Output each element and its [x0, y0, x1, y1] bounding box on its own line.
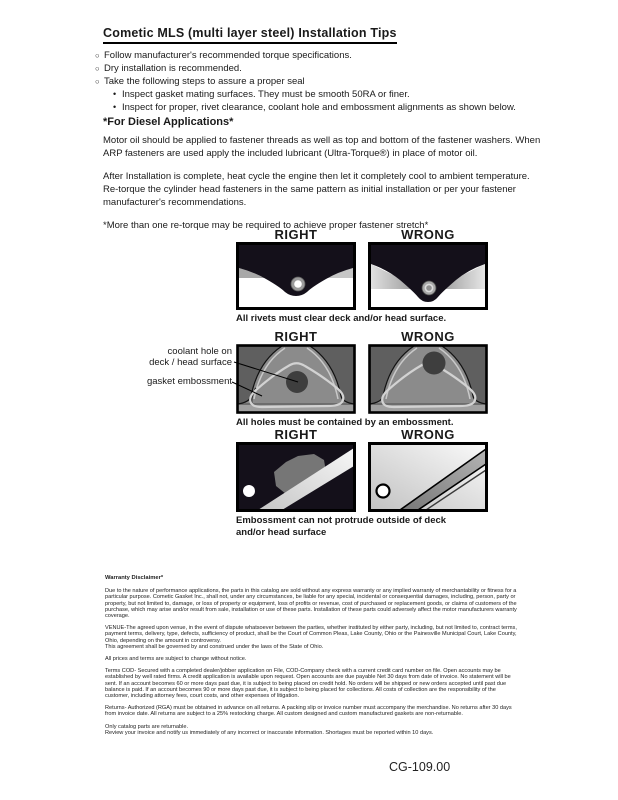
warranty-disclaimer-section	[105, 575, 517, 742]
page-code: CG-109.00	[389, 760, 451, 774]
bolt-hole-icon	[243, 485, 255, 497]
warranty-heading: Warranty Disclaimer*	[105, 575, 164, 581]
diesel-applications-section	[103, 116, 545, 242]
warranty-paragraph: Terms COD- Secured with a completed dealer/jobber application on File, COD-Company check with a current credit card number on file. Open accounts may be established by well rated firms. A credit application is available upon request. Open accounts are due payable Net 30 days from date of invoice. No statement will be sent. If an account becomes 60 or more days past due, it is subject to being placed on credit hold. No orders will be shipped or new orders accepted until past due balance is paid. If an account becomes 90 or more days past due, it is subject to being placed for collections. All costs of collection are the responsibility of the customer, including attorney fees, court costs, and other expenses of litigation.	[105, 668, 511, 700]
diesel-paragraph: *More than one re-torque may be required to achieve proper fastener stretch*	[103, 220, 429, 231]
diagram-caption: All rivets must clear deck and/or head surface.	[236, 313, 447, 324]
bullet-text: Dry installation is recommended.	[104, 63, 242, 74]
protrusion-right-diagram	[236, 442, 356, 512]
diagram-row-rivets	[236, 228, 488, 325]
sub-bullet-text: Inspect for proper, rivet clearance, coolant hole and embossment alignments as shown below.	[122, 102, 516, 113]
bolt-hole-icon	[377, 485, 390, 498]
bullet-item	[95, 62, 543, 75]
diesel-paragraph: Motor oil should be applied to fastener threads as well as top and bottom of the fastener washers. When ARP fasteners are used apply the included lubricant (Ultra-Torque®) in place of motor oil.	[103, 135, 541, 159]
rivet-clearance-right-diagram	[236, 242, 356, 310]
wrong-label: WRONG	[401, 227, 455, 242]
wrong-label: WRONG	[401, 329, 455, 344]
warranty-paragraph: Returns- Authorized (RGA) must be obtained in advance on all returns. A packing slip or invoice number must accompany the merchandise. No returns after 30 days from invoice date. All returns are subject to a 25% restocking charge. All custom designed and custom manufactured gaskets are non-returnable.	[105, 705, 512, 718]
coolant-hole-icon	[423, 352, 446, 375]
warranty-paragraph: Only catalog parts are returnable.	[105, 723, 189, 730]
annotation-text: deck / head surface	[149, 357, 232, 368]
circle-bullet-icon: ○	[95, 51, 100, 60]
protrusion-wrong-diagram	[368, 442, 488, 512]
bullet-item	[95, 49, 543, 62]
bullet-text: Take the following steps to assure a proper seal	[104, 76, 305, 87]
annotation-coolant-label	[120, 346, 232, 368]
right-label: RIGHT	[274, 227, 318, 242]
sub-bullet-item	[113, 88, 543, 101]
annotation-pointer-lines-icon	[228, 352, 308, 402]
warranty-paragraph: Due to the nature of performance applications, the parts in this catalog are sold without any express warranty or any implied warranty of merchantability or fitness for a particular purpose. Cometic Gasket Inc., shall not, under any circumstances, be liable for any special, incidental or consequential damages, including, person, party or property, but not limited to, damage, or loss of property or equipment, loss of profits or revenue, cost of purchased or replacement goods, or claims of customers of the purchase, which may arise and/or result from sale, installation or use of these parts. Installation of these parts could adversely affect the motor manufacturers warranty coverage.	[105, 588, 517, 620]
bullet-item	[95, 75, 543, 88]
circle-bullet-icon: ○	[95, 64, 100, 73]
hole-embossment-wrong-diagram	[368, 344, 488, 414]
right-label: RIGHT	[274, 427, 318, 442]
warranty-paragraph: All prices and terms are subject to change without notice.	[105, 656, 247, 663]
warranty-paragraph: Review your invoice and notify us immediately of any incorrect or inaccurate information. Shortages must be reported within 10 days.	[105, 729, 434, 736]
diagram-caption: Embossment can not protrude outside of deck and/or head surface	[236, 515, 447, 538]
warranty-paragraph: This agreement shall be governed by and construed under the laws of the State of Ohio.	[105, 643, 324, 650]
annotation-text: coolant hole on	[167, 346, 232, 357]
dot-bullet-icon: •	[113, 102, 117, 112]
circle-bullet-icon: ○	[95, 77, 100, 86]
sub-bullet-item	[113, 101, 543, 114]
warranty-paragraph: VENUE-The agreed upon venue, in the event of dispute whatsoever between the parties, whether instituted by either party, including, but not limited to, contract terms, payment terms, delivery, type, defects, sufficiency of product, shall be the Court of Common Pleas, Lake County, Ohio or the Painesville Municipal Court, Lake County, Ohio, depending on the amount in controversy.	[105, 625, 517, 644]
diesel-paragraph: After Installation is complete, heat cycle the engine then let it completely cool to ambient temperature. Re-torque the cylinder head fasteners in the same pattern as initial installation or per your fastener manufacturer's recommendations.	[103, 171, 530, 208]
installation-tips-section	[95, 24, 543, 114]
annotation-gasket-label: gasket embossment	[146, 376, 232, 387]
right-label: RIGHT	[274, 329, 318, 344]
diagram-caption: All holes must be contained by an embossment.	[236, 417, 454, 428]
wrong-label: WRONG	[401, 427, 455, 442]
diesel-heading: *For Diesel Applications*	[103, 116, 234, 128]
sub-bullet-text: Inspect gasket mating surfaces. They must be smooth 50RA or finer.	[122, 89, 410, 100]
rivet-clearance-wrong-diagram	[368, 242, 488, 310]
page-title: Cometic MLS (multi layer steel) Installation Tips	[103, 26, 397, 44]
bullet-text: Follow manufacturer's recommended torque specifications.	[104, 50, 352, 61]
diagram-row-protrusion	[236, 428, 488, 538]
dot-bullet-icon: •	[113, 89, 117, 99]
